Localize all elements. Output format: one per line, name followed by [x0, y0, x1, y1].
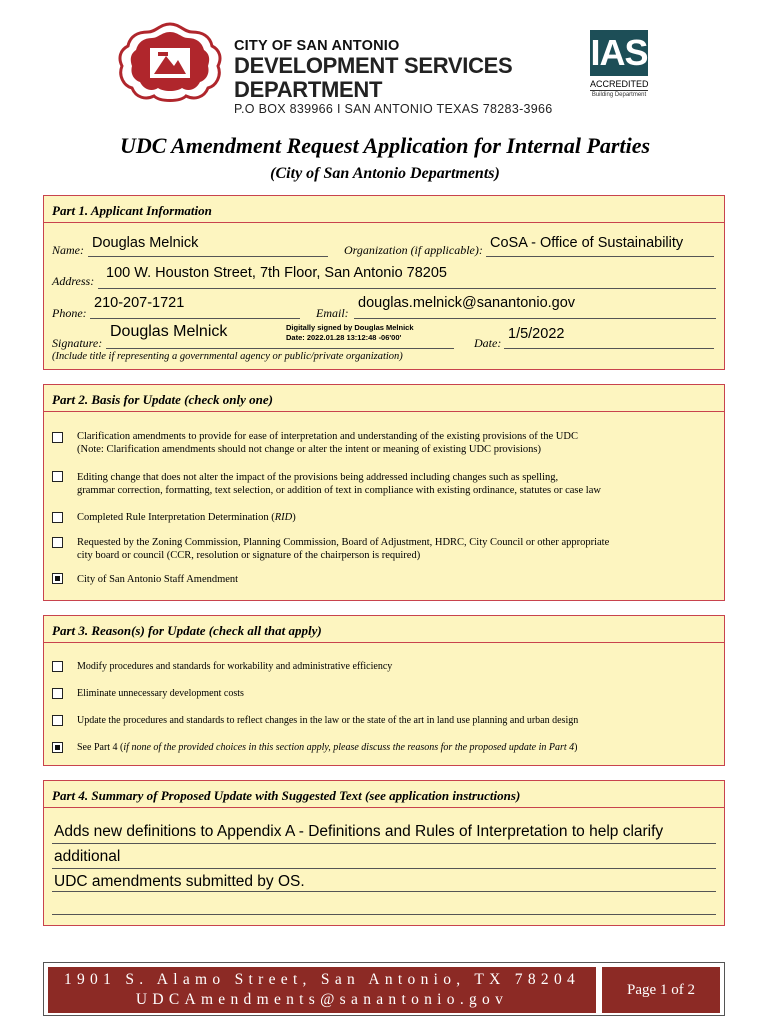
signature-label: Signature:	[52, 336, 103, 350]
footer-contact	[48, 967, 596, 1013]
basis-checkbox-rid[interactable]	[52, 512, 63, 523]
reason-option-see-part4	[77, 741, 707, 754]
email-field-line	[354, 318, 716, 319]
date-field[interactable]: 1/5/2022	[508, 326, 565, 342]
title-note: (Include title if representing a governmental agency or public/private organization)	[52, 351, 403, 362]
reason-checkbox-workability[interactable]	[52, 661, 63, 672]
ias-accredited-label: ACCREDITED	[590, 79, 649, 89]
basis-option-rid-end: )	[292, 512, 296, 523]
name-label: Name:	[52, 243, 84, 257]
part2-heading: Part 2. Basis for Update (check only one)	[44, 385, 724, 412]
basis-option-rid	[77, 511, 707, 524]
signature-field[interactable]: Douglas Melnick	[110, 323, 228, 340]
summary-line-4	[52, 914, 716, 915]
phone-field-line	[90, 318, 300, 319]
basis-option-clarification	[77, 430, 707, 456]
part4-summary-section	[43, 780, 725, 926]
digital-signature-stamp	[286, 323, 414, 343]
basis-option-rid-italic: RID	[274, 512, 293, 523]
header-address: P.O BOX 839966 I SAN ANTONIO TEXAS 78283-3966	[234, 102, 553, 116]
address-field[interactable]: 100 W. Houston Street, 7th Floor, San Antonio 78205	[106, 265, 447, 281]
city-seal-logo	[118, 22, 222, 102]
ias-sub-label: Building Department	[591, 92, 647, 98]
email-field[interactable]: douglas.melnick@sanantonio.gov	[358, 295, 576, 311]
basis-option-clarification-line2: (Note: Clarification amendments should not change or alter the intent or meaning of existing UDC provisions)	[77, 444, 541, 455]
part2-basis-section	[43, 384, 725, 601]
basis-checkbox-staff-amendment[interactable]	[52, 573, 63, 584]
basis-option-requested-line1: Requested by the Zoning Commission, Planning Commission, Board of Adjustment, HDRC, City Council or other appropriate	[77, 537, 610, 548]
organization-field[interactable]: CoSA - Office of Sustainability	[490, 235, 684, 251]
header-department: DEVELOPMENT SERVICES DEPARTMENT	[234, 53, 513, 102]
basis-option-requested-line2: city board or council (CCR, resolution or signature of the chairperson is required)	[77, 550, 421, 561]
basis-option-editing	[77, 471, 707, 497]
part3-heading: Part 3. Reason(s) for Update (check all that apply)	[44, 616, 724, 643]
date-label: Date:	[474, 336, 502, 350]
page-header	[118, 22, 658, 116]
reason-checkbox-see-part4[interactable]	[52, 742, 63, 753]
phone-field[interactable]: 210-207-1721	[94, 295, 185, 311]
reason-option-costs: Eliminate unnecessary development costs	[77, 688, 244, 699]
basis-option-editing-line1: Editing change that does not alter the impact of the provisions being addressed including changes such as spelling,	[77, 472, 559, 483]
signature-field-line	[106, 348, 454, 349]
digital-signature-line1: Digitally signed by Douglas Melnick	[286, 323, 414, 332]
summary-text-line2: UDC amendments submitted by OS.	[54, 873, 305, 890]
page-footer	[43, 962, 725, 1016]
name-field[interactable]: Douglas Melnick	[92, 235, 199, 251]
reason-option-see-part4-italic: if none of the provided choices in this section apply, please discuss the reasons for the proposed update in Part 4	[123, 742, 575, 753]
basis-option-requested	[77, 536, 707, 562]
header-city: CITY OF SAN ANTONIO	[234, 38, 400, 54]
ias-logo: IAS	[590, 30, 648, 76]
basis-checkbox-requested[interactable]	[52, 537, 63, 548]
email-label: Email:	[316, 306, 349, 320]
part1-heading: Part 1. Applicant Information	[44, 196, 724, 223]
basis-checkbox-clarification[interactable]	[52, 432, 63, 443]
organization-label: Organization (if applicable):	[344, 243, 483, 257]
footer-email: UDCAmendments@sanantonio.gov	[135, 991, 509, 1008]
address-field-line	[98, 288, 716, 289]
ias-accreditation-badge	[590, 30, 648, 108]
digital-signature-line2: Date: 2022.01.28 13:12:48 -06'00'	[286, 333, 402, 342]
summary-text-field[interactable]	[54, 819, 719, 894]
part1-applicant-section	[43, 195, 725, 370]
part3-reasons-section	[43, 615, 725, 766]
reason-option-see-part4-text: See Part 4 (	[77, 742, 124, 753]
reason-checkbox-law-changes[interactable]	[52, 715, 63, 726]
part4-heading: Part 4. Summary of Proposed Update with Suggested Text (see application instructions)	[44, 781, 724, 808]
address-label: Address:	[52, 274, 95, 288]
reason-option-workability: Modify procedures and standards for workability and administrative efficiency	[77, 661, 393, 672]
page-subtitle: (City of San Antonio Departments)	[270, 165, 500, 182]
reason-option-see-part4-end: )	[574, 742, 578, 753]
basis-checkbox-editing[interactable]	[52, 471, 63, 482]
basis-option-staff-amendment: City of San Antonio Staff Amendment	[77, 574, 239, 585]
name-field-line	[88, 256, 328, 257]
organization-field-line	[486, 256, 714, 257]
date-field-line	[504, 348, 714, 349]
phone-label: Phone:	[52, 306, 87, 320]
page-number: Page 1 of 2	[602, 967, 720, 1013]
basis-option-clarification-line1: Clarification amendments to provide for ease of interpretation and understanding of the existing provisions of the UDC	[77, 431, 578, 442]
page-title: UDC Amendment Request Application for Internal Parties	[119, 133, 651, 158]
summary-text-line1: Adds new definitions to Appendix A - Definitions and Rules of Interpretation to help clarify additional	[54, 823, 664, 865]
footer-address: 1901 S. Alamo Street, San Antonio, TX 78204	[63, 971, 581, 988]
reason-checkbox-costs[interactable]	[52, 688, 63, 699]
reason-option-law-changes: Update the procedures and standards to reflect changes in the law or the state of the art in land use planning and urban design	[77, 715, 579, 726]
basis-option-rid-text: Completed Rule Interpretation Determination (	[77, 512, 275, 523]
basis-option-editing-line2: grammar correction, formatting, text selection, or addition of text in compliance with existing ordinance, statutes or case law	[77, 485, 601, 496]
